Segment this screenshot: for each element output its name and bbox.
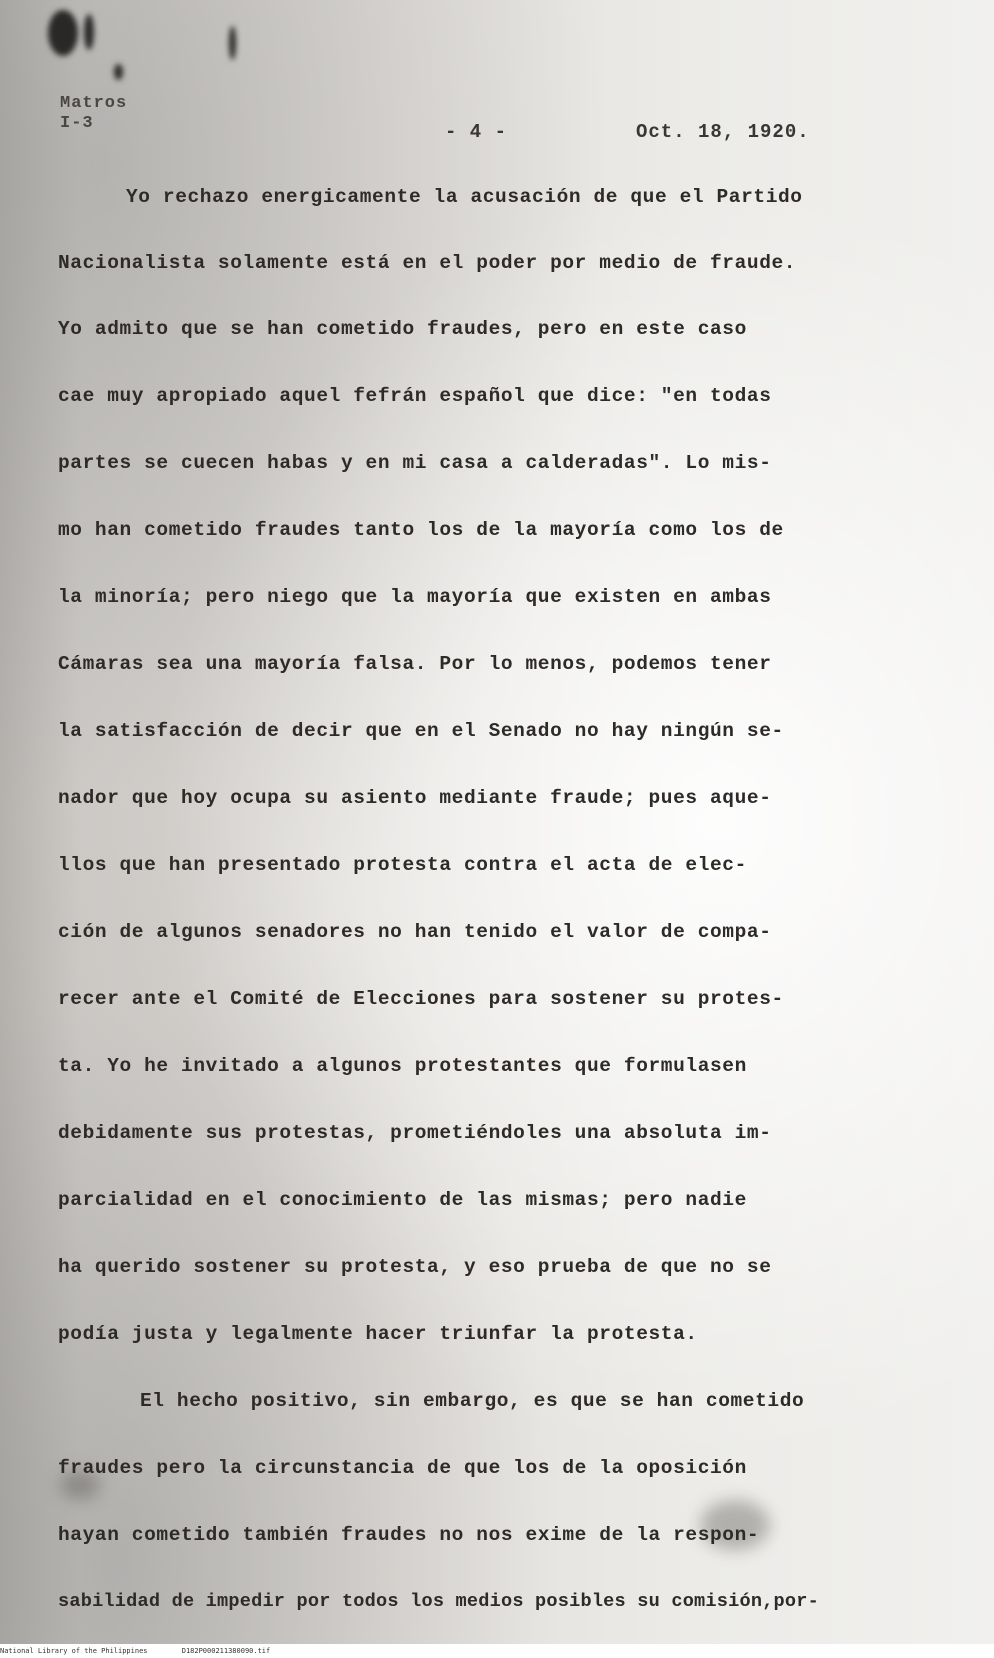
body-line: ha querido sostener su protesta, y eso prueba de que no se — [58, 1256, 772, 1278]
body-line: mo han cometido fraudes tanto los de la mayoría como los de — [58, 519, 784, 541]
body-line: Yo rechazo energicamente la acusación de que el Partido — [126, 186, 803, 208]
body-line: sabilidad de impedir por todos los medios posibles su comisión,por- — [58, 1591, 819, 1612]
body-line: ta. Yo he invitado a algunos protestantes que formulasen — [58, 1055, 747, 1077]
body-line: fraudes pero la circunstancia de que los de la oposición — [58, 1457, 747, 1479]
body-line: hayan cometido también fraudes no nos exime de la respon- — [58, 1524, 760, 1546]
ink-smudge — [114, 64, 123, 80]
body-line: Yo admito que se han cometido fraudes, pero en este caso — [58, 318, 747, 340]
body-line: Cámaras sea una mayoría falsa. Por lo menos, podemos tener — [58, 653, 772, 675]
scan-footer — [0, 1644, 994, 1658]
body-line: llos que han presentado protesta contra el acta de elec- — [58, 854, 747, 876]
file-id: D182P000211380090.tif — [181, 1647, 271, 1655]
document-date: Oct. 18, 1920. — [636, 121, 810, 143]
body-line: Nacionalista solamente está en el poder por medio de fraude. — [58, 252, 797, 274]
ink-smudge — [229, 26, 236, 60]
body-line: ción de algunos senadores no han tenido el valor de compa- — [58, 921, 772, 943]
body-line: partes se cuecen habas y en mi casa a calderadas". Lo mis- — [58, 452, 772, 474]
header-reel: I-3 — [60, 114, 94, 133]
body-line: cae muy apropiado aquel fefrán español que dice: "en todas — [58, 385, 772, 407]
body-line: la satisfacción de decir que en el Senado no hay ningún se- — [58, 720, 784, 742]
ink-smudge — [84, 14, 94, 50]
body-line: la minoría; pero niego que la mayoría que existen en ambas — [58, 586, 772, 608]
page-number: - 4 - — [445, 121, 508, 143]
body-line: podía justa y legalmente hacer triunfar la protesta. — [58, 1323, 698, 1345]
body-line: parcialidad en el conocimiento de las mismas; pero nadie — [58, 1189, 747, 1211]
body-line: nador que hoy ocupa su asiento mediante fraude; pues aque- — [58, 787, 772, 809]
body-line: debidamente sus protestas, prometiéndoles una absoluta im- — [58, 1122, 772, 1144]
header-name: Matros — [60, 94, 128, 113]
ink-smudge — [48, 10, 78, 56]
library-credit: National Library of the Philippines — [0, 1647, 148, 1655]
body-line: recer ante el Comité de Elecciones para sostener su protes- — [58, 988, 784, 1010]
body-line: El hecho positivo, sin embargo, es que se han cometido — [140, 1390, 805, 1412]
